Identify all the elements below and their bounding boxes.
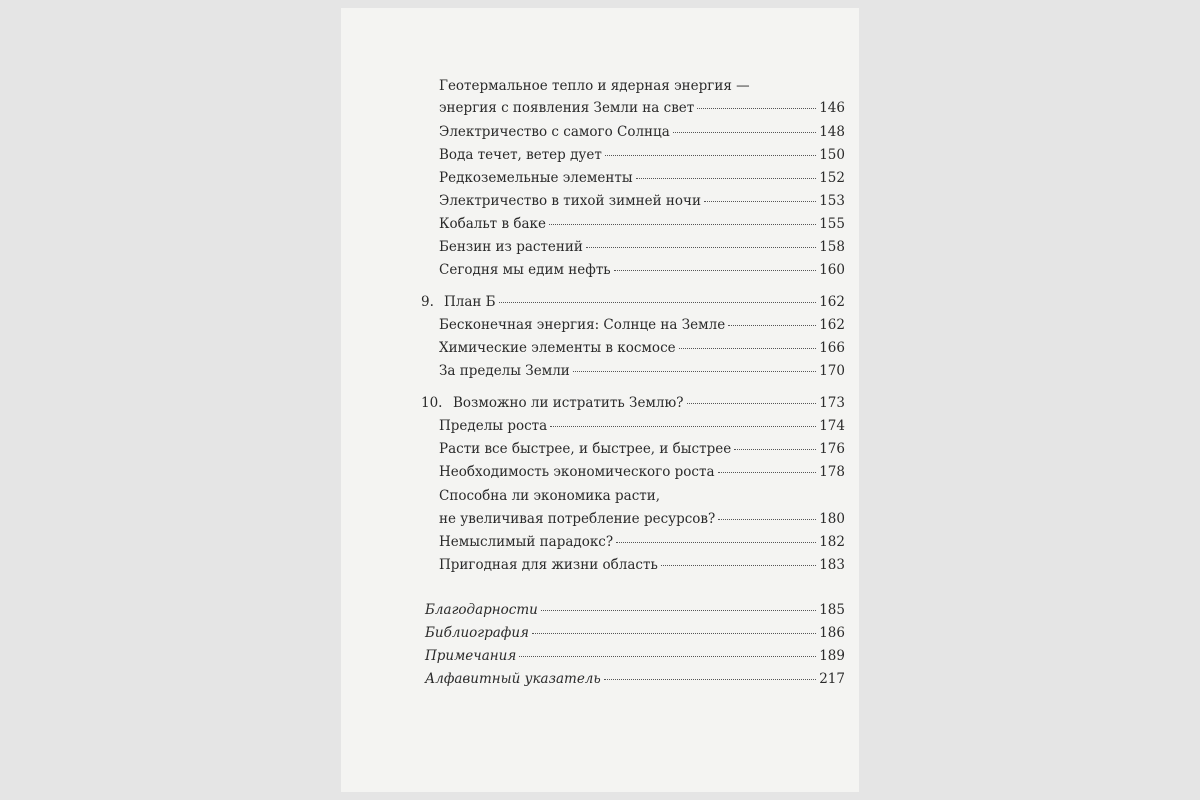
- dot-leader: [550, 426, 816, 427]
- dot-leader: [541, 610, 816, 611]
- toc-entry: [439, 78, 813, 94]
- toc-page-number: 160: [819, 262, 845, 278]
- toc-page-number: 176: [819, 441, 845, 457]
- toc-entry-title: Пригодная для жизни область: [439, 557, 658, 573]
- chapter-title: Возможно ли истратить Землю?: [453, 395, 684, 411]
- toc-entry: [439, 488, 813, 504]
- toc-entry: [439, 239, 845, 255]
- toc-page-number: 183: [819, 557, 845, 573]
- toc-page-number: 150: [819, 147, 845, 163]
- book-page: [341, 8, 859, 792]
- dot-leader: [673, 132, 816, 133]
- toc-entry-title: Вода течет, ветер дует: [439, 147, 602, 163]
- toc-page-number: 189: [819, 648, 845, 664]
- table-of-contents: [341, 8, 859, 792]
- toc-entry: [439, 100, 845, 116]
- toc-entry: [439, 464, 845, 480]
- toc-entry-title: Электричество с самого Солнца: [439, 124, 670, 140]
- dot-leader: [661, 565, 816, 566]
- dot-leader: [616, 542, 816, 543]
- toc-entry-title: Химические элементы в космосе: [439, 340, 676, 356]
- toc-entry: [439, 170, 845, 186]
- toc-entry: [439, 262, 845, 278]
- dot-leader: [586, 247, 816, 248]
- toc-entry-title: Бесконечная энергия: Солнце на Земле: [439, 317, 726, 333]
- dot-leader: [605, 155, 816, 156]
- toc-entry: [439, 534, 845, 550]
- toc-entry-title: Алфавитный указатель: [425, 671, 601, 687]
- toc-entry-title: Электричество в тихой зимней ночи: [439, 193, 701, 209]
- toc-entry-title: Геотермальное тепло и ядерная энергия —: [439, 78, 750, 94]
- toc-back-matter-item: [425, 648, 845, 664]
- toc-entry-title: Способна ли экономика расти,: [439, 488, 661, 504]
- toc-page-number: 146: [819, 100, 845, 116]
- toc-back-matter-item: [425, 602, 845, 618]
- toc-entry-title: Пределы роста: [439, 418, 548, 434]
- toc-entry: [439, 363, 845, 379]
- toc-entry: [439, 147, 845, 163]
- toc-entry: [439, 317, 845, 333]
- toc-chapter-10: [421, 395, 845, 411]
- toc-entry: [439, 193, 845, 209]
- dot-leader: [718, 519, 816, 520]
- toc-entry: [439, 124, 845, 140]
- chapter-number: 9.: [421, 294, 434, 310]
- toc-page-number: 162: [819, 294, 845, 310]
- toc-page-number: 158: [819, 239, 845, 255]
- toc-entry: [439, 557, 845, 573]
- dot-leader: [687, 403, 817, 404]
- dot-leader: [718, 472, 817, 473]
- toc-entry-title: Примечания: [425, 648, 517, 664]
- toc-page-number: 170: [819, 363, 845, 379]
- dot-leader: [614, 270, 817, 271]
- toc-entry-title: За пределы Земли: [439, 363, 570, 379]
- dot-leader: [573, 371, 816, 372]
- dot-leader: [532, 633, 816, 634]
- dot-leader: [728, 325, 816, 326]
- toc-entry-title: Кобальт в баке: [439, 216, 546, 232]
- toc-page-number: 180: [819, 511, 845, 527]
- toc-page-number: 153: [819, 193, 845, 209]
- dot-leader: [704, 201, 816, 202]
- toc-entry-title: Бензин из растений: [439, 239, 583, 255]
- toc-page-number: 166: [819, 340, 845, 356]
- toc-chapter-9: [421, 294, 845, 310]
- toc-entry-title: не увеличивая потребление ресурсов?: [439, 511, 716, 527]
- toc-page-number: 186: [819, 625, 845, 641]
- toc-page-number: 152: [819, 170, 845, 186]
- toc-entry: [439, 340, 845, 356]
- toc-entry-title: Редкоземельные элементы: [439, 170, 633, 186]
- dot-leader: [636, 178, 817, 179]
- toc-entry-title: Библиография: [425, 625, 529, 641]
- dot-leader: [734, 449, 816, 450]
- toc-entry: [439, 216, 845, 232]
- toc-entry-title: Немыслимый парадокс?: [439, 534, 614, 550]
- toc-page-number: 162: [819, 317, 845, 333]
- dot-leader: [549, 224, 816, 225]
- chapter-title: План Б: [444, 294, 496, 310]
- dot-leader: [499, 302, 817, 303]
- toc-entry: [439, 418, 845, 434]
- toc-entry: [439, 441, 845, 457]
- toc-page-number: 173: [819, 395, 845, 411]
- toc-entry-title: энергия с появления Земли на свет: [439, 100, 695, 116]
- toc-entry-title: Расти все быстрее, и быстрее, и быстрее: [439, 441, 732, 457]
- toc-entry-title: Сегодня мы едим нефть: [439, 262, 611, 278]
- toc-entry-title: Благодарности: [425, 602, 538, 618]
- dot-leader: [679, 348, 817, 349]
- toc-page-number: 217: [819, 671, 845, 687]
- toc-page-number: 178: [819, 464, 845, 480]
- toc-page-number: 185: [819, 602, 845, 618]
- dot-leader: [697, 108, 816, 109]
- dot-leader: [519, 656, 816, 657]
- chapter-number: 10.: [421, 395, 443, 411]
- toc-entry-title: Необходимость экономического роста: [439, 464, 715, 480]
- toc-page-number: 182: [819, 534, 845, 550]
- toc-back-matter-item: [425, 625, 845, 641]
- toc-page-number: 148: [819, 124, 845, 140]
- toc-page-number: 155: [819, 216, 845, 232]
- toc-page-number: 174: [819, 418, 845, 434]
- dot-leader: [604, 679, 816, 680]
- toc-back-matter-item: [425, 671, 845, 687]
- toc-entry: [439, 511, 845, 527]
